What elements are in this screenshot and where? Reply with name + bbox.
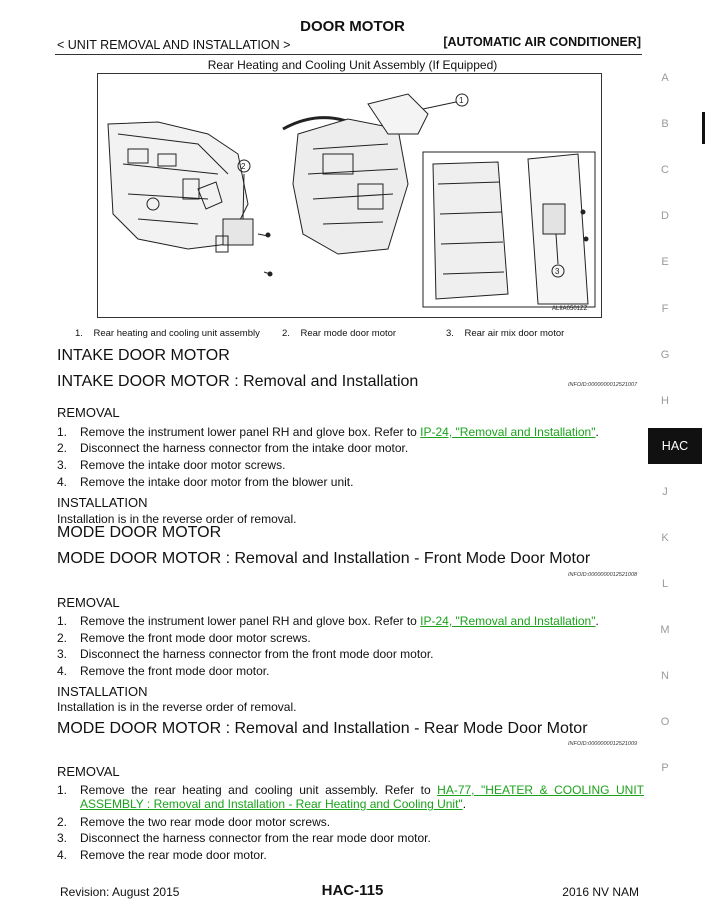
mode-front-subheading: MODE DOOR MOTOR : Removal and Installation - Front Mode Door Motor	[57, 550, 591, 567]
index-e[interactable]: E	[661, 256, 669, 268]
mode-front-infoid: INFOID:0000000012521008	[568, 572, 638, 578]
ip24-link-2[interactable]: IP-24, "Removal and Installation"	[420, 614, 596, 628]
footer-page-number: HAC-115	[321, 882, 384, 899]
legend-item-1: 1. Rear heating and cooling unit assembly	[75, 328, 260, 339]
ha77-link[interactable]: HA-77, "HEATER & COOLING UNIT ASSEMBLY : Removal and Installation - Rear Heating and Cooling Unit"	[80, 783, 644, 811]
rear-step-3: 3. Disconnect the harness connector from the rear mode door motor.	[57, 831, 431, 845]
callout-3: 3	[555, 267, 560, 276]
footer-model: 2016 NV NAM	[562, 885, 639, 899]
intake-step-3: 3. Remove the intake door motor screws.	[57, 458, 286, 472]
figure-code: ALIIA0501ZZ	[552, 306, 588, 312]
mode-rear-subheading: MODE DOOR MOTOR : Removal and Installation - Rear Mode Door Motor	[57, 720, 588, 737]
page-title: DOOR MOTOR	[300, 18, 405, 35]
callout-2: 2	[241, 162, 246, 171]
breadcrumb[interactable]: < UNIT REMOVAL AND INSTALLATION >	[57, 38, 291, 52]
intake-installation-text: Installation is in the reverse order of removal.	[57, 512, 297, 526]
rear-step-1: 1. Remove the rear heating and cooling unit assembly. Refer to HA-77, "HEATER & COOLING UNIT ASSEMBLY : Removal and Installation - Rear Heating and Cooling Unit".	[57, 783, 644, 811]
index-d[interactable]: D	[661, 210, 669, 222]
front-step-4: 4. Remove the front mode door motor.	[57, 664, 270, 678]
intake-infoid: INFOID:0000000012521007	[568, 382, 638, 388]
mode-heading: MODE DOOR MOTOR	[57, 524, 222, 541]
index-n[interactable]: N	[661, 670, 669, 682]
index-l[interactable]: L	[661, 578, 669, 590]
intake-subheading: INTAKE DOOR MOTOR : Removal and Installation	[57, 373, 419, 390]
callout-1: 1	[459, 96, 464, 105]
illustration-drawing	[98, 74, 601, 317]
index-p[interactable]: P	[661, 762, 669, 774]
intake-step-4: 4. Remove the intake door motor from the blower unit.	[57, 475, 354, 489]
mode-front-removal-label: REMOVAL	[57, 595, 120, 610]
section-tag: [AUTOMATIC AIR CONDITIONER]	[443, 35, 641, 49]
front-installation-label: INSTALLATION	[57, 684, 148, 699]
index-b[interactable]: B	[661, 118, 669, 130]
mode-rear-infoid: INFOID:0000000012521009	[568, 741, 638, 747]
mode-rear-removal-label: REMOVAL	[57, 764, 120, 779]
front-step-2: 2. Remove the front mode door motor screws.	[57, 631, 311, 645]
footer-revision: Revision: August 2015	[60, 885, 180, 899]
figure-title: Rear Heating and Cooling Unit Assembly (If Equipped)	[207, 58, 498, 72]
index-o[interactable]: O	[660, 716, 670, 728]
intake-heading: INTAKE DOOR MOTOR	[57, 347, 230, 364]
index-h[interactable]: H	[661, 395, 669, 407]
intake-step-2: 2. Disconnect the harness connector from the intake door motor.	[57, 441, 409, 455]
header-rule	[55, 54, 642, 55]
front-installation-text: Installation is in the reverse order of removal.	[57, 700, 297, 714]
intake-removal-label: REMOVAL	[57, 405, 120, 420]
intake-installation-label: INSTALLATION	[57, 495, 148, 510]
rear-step-4: 4. Remove the rear mode door motor.	[57, 848, 267, 862]
front-step-1: 1. Remove the instrument lower panel RH and glove box. Refer to IP-24, "Removal and Installation".	[57, 614, 599, 628]
index-m[interactable]: M	[660, 624, 670, 636]
ip24-link[interactable]: IP-24, "Removal and Installation"	[420, 425, 596, 439]
index-a[interactable]: A	[661, 72, 669, 84]
figure-illustration	[97, 73, 602, 318]
index-k[interactable]: K	[661, 532, 669, 544]
index-j[interactable]: J	[662, 486, 668, 498]
index-c[interactable]: C	[661, 164, 669, 176]
front-step-3: 3. Disconnect the harness connector from the front mode door motor.	[57, 647, 434, 661]
legend-item-3: 3. Rear air mix door motor	[446, 328, 565, 339]
legend-item-2: 2. Rear mode door motor	[282, 328, 397, 339]
rear-step-2: 2. Remove the two rear mode door motor screws.	[57, 815, 331, 829]
intake-step-1: 1. Remove the instrument lower panel RH and glove box. Refer to IP-24, "Removal and Installation".	[57, 425, 599, 439]
index-f[interactable]: F	[661, 303, 669, 315]
index-hac-tab[interactable]: HAC	[648, 428, 702, 464]
index-g[interactable]: G	[660, 349, 670, 361]
